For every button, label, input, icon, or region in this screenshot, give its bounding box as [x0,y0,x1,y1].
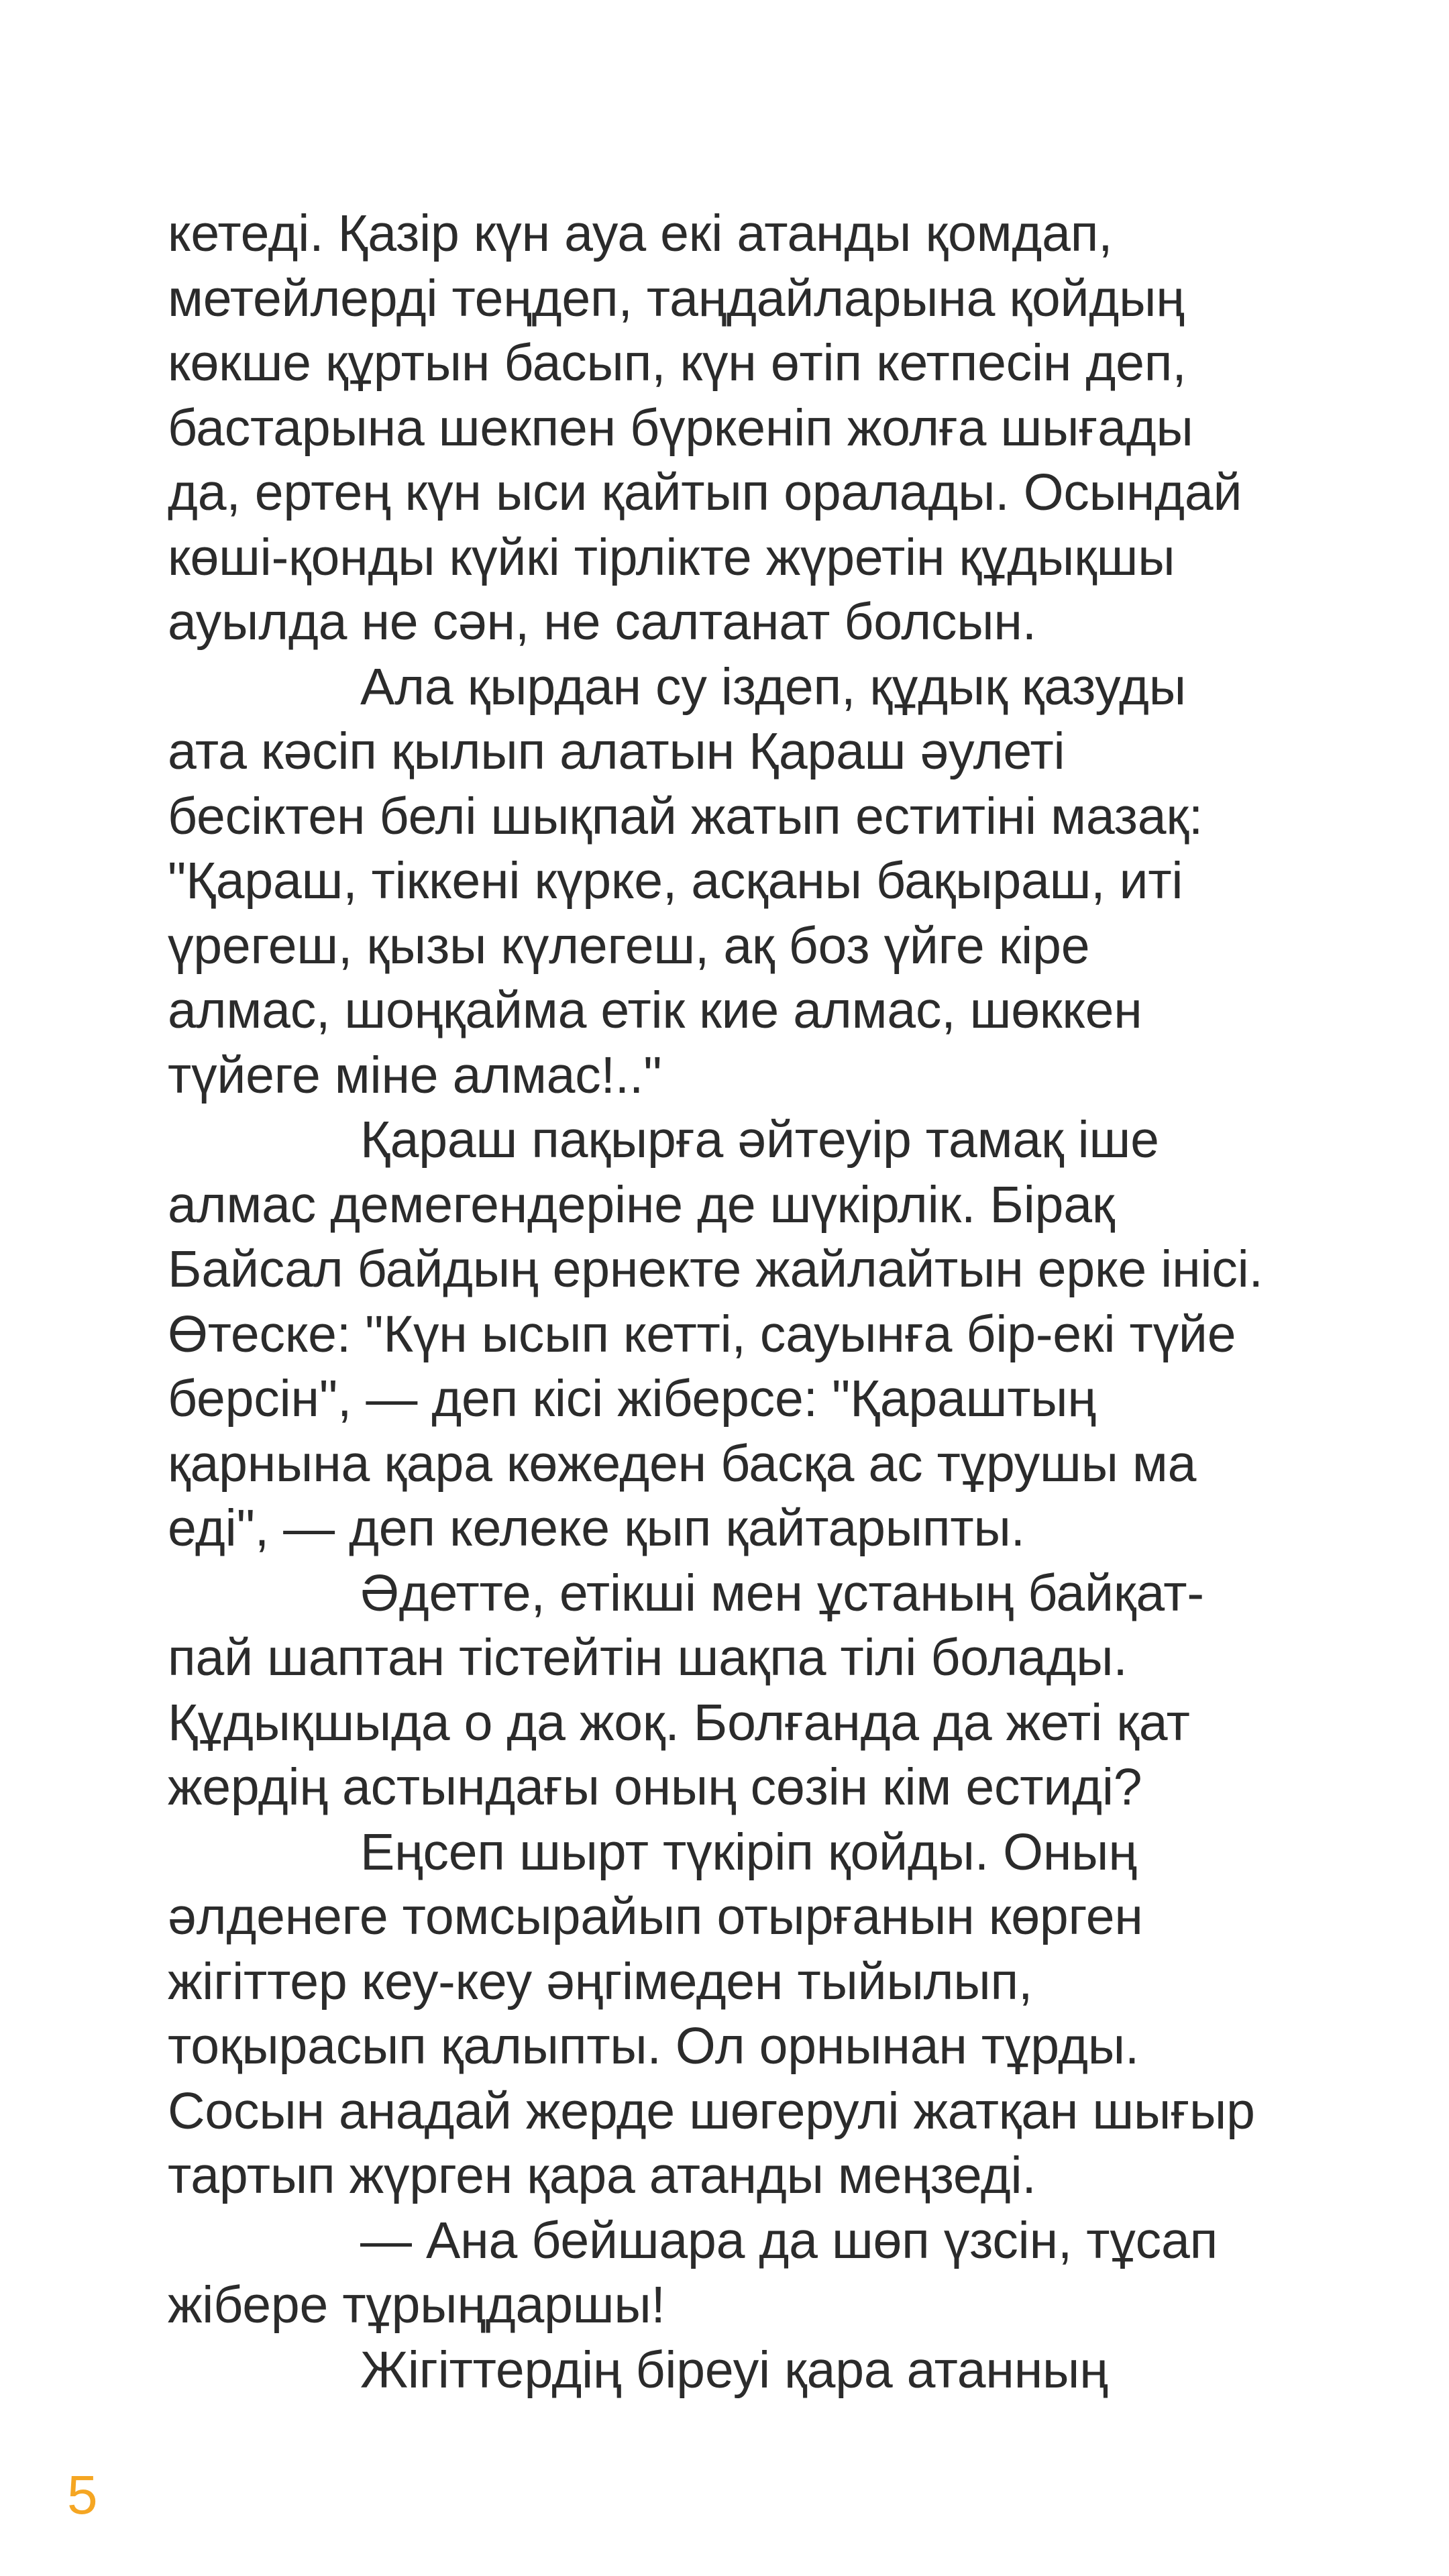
text-line: бастарына шекпен бүркеніп жолға шығады [168,398,1193,457]
text-line: әлденеге томсырайып отырғанын көрген [168,1888,1143,1945]
text-line: метейлерді теңдеп, таңдайларына қойдың [168,269,1185,327]
text-line: жердің астындағы оның сөзін кім естиді? [168,1758,1142,1816]
text-line: қарнына қара көжеден басқа ас тұрушы ма [168,1434,1197,1493]
text-line: да, ертең күн ыси қайтып оралады. Осындай [168,464,1242,521]
text-line: жігіттер кеу-кеу әңгімеден тыйылып, [168,1952,1033,2010]
text-line: тартып жүрген қара атанды меңзеді. [168,2147,1036,2204]
text-line: Өтеске: "Күн ысып кетті, сауынға бір-екі түйе [168,1305,1236,1363]
text-line: бесіктен белі шықпай жатып еститіні мазақ: [168,787,1203,845]
text-line: алмас демегендеріне де шүкірлік. Бірақ [168,1175,1115,1234]
text-line: Құдықшыда о да жоқ. Болғанда да жеті қат [168,1693,1190,1752]
text-line: пай шаптан тістейтін шақпа тілі болады. [168,1629,1128,1686]
text-line: ауылда не сән, не салтанат болсын. [168,593,1036,651]
paragraph-first-line: Ала қырдан су іздеп, құдық қазуды [360,657,1186,716]
text-line: үрегеш, қызы күлегеш, ақ боз үйге кіре [168,916,1090,975]
paragraph-first-line: Қараш пақырға әйтеуір тамақ іше [360,1111,1159,1169]
text-line: берсін", — деп кісі жіберсе: "Қараштың [168,1370,1096,1428]
text-line: түйеге міне алмас!.." [168,1046,662,1104]
page-number: 5 [67,2465,98,2526]
text-line: алмас, шоңқайма етік кие алмас, шөккен [168,981,1142,1039]
text-line: "Қараш, тіккені күрке, асқаны бақыраш, иті [168,852,1183,910]
text-line: ата кәсіп қылып алатын Қараш әулеті [168,722,1065,780]
paragraph-first-line: Әдетте, етікші мен ұстаның байқат- [360,1564,1204,1622]
text-line: көкше құртын басып, күн өтіп кетпесін деп, [168,334,1187,392]
paragraph-first-line: Еңсеп шырт түкіріп қойды. Оның [360,1823,1137,1881]
text-line: кетеді. Қазір күн ауа екі атанды қомдап, [168,205,1113,262]
paragraph-first-line: Жігіттердің біреуі қара атанның [360,2341,1108,2399]
paragraph-first-line: — Ана бейшара да шөп үзсін, тұсап [360,2211,1218,2269]
page-text [168,201,1322,2402]
text-line: Байсал байдың ернекте жайлайтын ерке інісі. [168,1240,1263,1298]
text-line: тоқырасып қалыпты. Ол орнынан тұрды. [168,2017,1140,2075]
text-line: жібере тұрыңдаршы! [168,2276,665,2334]
text-line: көші-қонды күйкі тірлікте жүретін құдықшы [168,528,1175,586]
text-line: еді", — деп келеке қып қайтарыпты. [168,1499,1025,1557]
text-line: Сосын анадай жерде шөгерулі жатқан шығыр [168,2082,1255,2140]
